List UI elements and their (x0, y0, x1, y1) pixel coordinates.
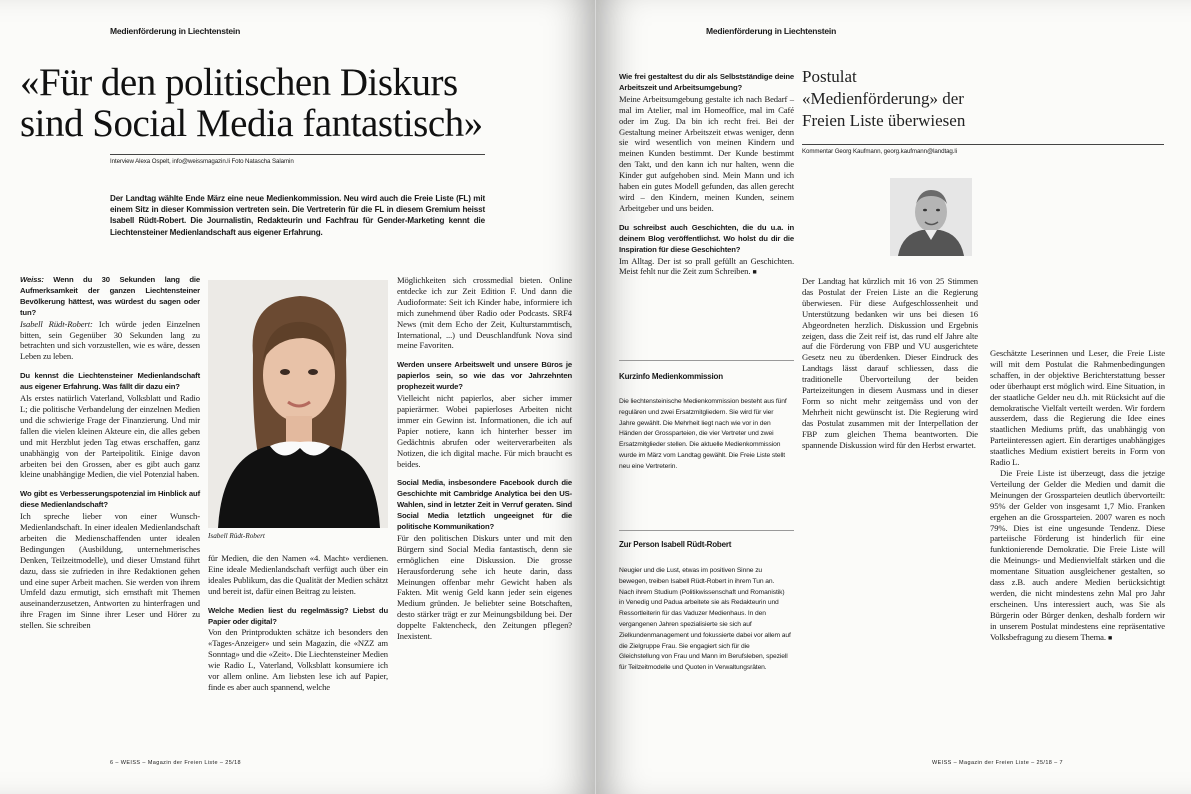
question: Social Media, insbesondere Facebook durch die Geschichte mit Cambridge Analytica bei den US-Wahlen, sind in letzter Zeit in Verruf geraten. Sind Social Media letztlich ungeeignet für die politische Kommunikation? (397, 478, 572, 532)
answer: Von den Printprodukten schätze ich besonders den «Tages-Anzeiger» und sein Magazin, die «NZZ am Sonntag» und die «Zeit». Die Liechtensteiner Medien wie Radio L, Vaterland, Volksblatt konsumiere ich vor allem online. Am liebsten lese ich auf Papier, finde es aber auch spannend, welche (208, 627, 388, 692)
question: Du schreibst auch Geschichten, die du u.a. in deinem Blog veröffentlichst. Wo holst du dir die Inspiration für diese Geschichten? (619, 222, 794, 254)
info-box-text: Die liechtensteinische Medienkommission besteht aus fünf regulären und zwei Ersatzmitgliedern. Sie wird für vier Jahre gewählt. Die Mehrheit liegt nach wie vor in den Händen der Grossparteien, die vier Vertreter und zwei Ersatzmitglieder stellen. Die aktuelle Medienkommission wurde im März vom Landtag gewählt. Die Freie Liste stellt neu eine Vertreterin. (619, 398, 787, 470)
portrait-man-image (890, 178, 972, 256)
person-box-rule (619, 530, 794, 531)
info-box-title: Kurzinfo Medienkommission (619, 372, 723, 381)
commentary-paragraph: Geschätzte Leserinnen und Leser, die Freie Liste will mit dem Postulat die Rahmenbedingungen schaffen, in der objektive Berichterstattung besser oder überhaupt erst möglich wird. Eine Situation, in der staatliche Gelder neu d.h. mit Rücksicht auf die demokratische Vielfalt verteilt werden. Wir fordern ausserdem, dass die Regierung die Idee eines staatlichen Mediums prüft, das unabhängig von Parteiinteressen agiert. Ein derartiges unabhängiges staatliches Medium existiert bereits in Form von Radio L. (990, 348, 1165, 468)
person-box-text: Neugier und die Lust, etwas im positiven Sinne zu bewegen, treiben Isabell Rüdt-Robert in ihrem Tun an. Nach ihrem Studium (Politikwissenschaft und Romanistik) in Venedig und Padua arbeitete sie als Redakteurin und Ressortleiterin für das Vaduzer Medienhaus. In den vergangenen Jahren spezialisierte sie sich auf Zielkundenmanagement und fokussierte dabei vor allem auf die Zielgruppe Frau. Sie engagiert sich für die Gleichstellung von Frau und Mann im Berufsleben, speziell für Teilzeitmodelle und Quoten in Verwaltungsräten. (619, 567, 791, 672)
answer-text: Ich würde jeden Einzelnen bitten, sein Gegenüber 30 Sekunden lang zu betrachten und sich vorzustellen, wie es wäre, dessen Leben zu leben. (20, 318, 200, 362)
answer: Vielleicht nicht papierlos, aber sicher immer papierärmer. Wobei papierloses Arbeiten nicht immer ein Gewinn ist. Informationen, die ich auf Papier notiere, kann ich hinterher besser im Gedächtnis abrufen oder weiterverarbeiten als Notizen, die ich digital mache. Für mich braucht es beides. (397, 393, 572, 469)
commentary-title: Postulat «Medienförderung» der Freien Liste überwiesen (802, 67, 966, 130)
section-label: Medienförderung in Liechtenstein (110, 26, 241, 36)
end-mark: ■ (1107, 633, 1113, 642)
commentary-paragraph (990, 468, 1165, 644)
photo-caption: Isabell Rüdt-Robert (208, 532, 265, 540)
info-box-rule (619, 360, 794, 361)
question-text: Wenn du 30 Sekunden lang die Aufmerksamkeit der ganzen Liechtensteiner Bevölkerung hättest, was würdest du sagen oder tun? (20, 275, 200, 317)
page-folio: WEISS – Magazin der Freien Liste – 25/18 – 7 (932, 760, 1064, 766)
commentary-column-2 (990, 348, 1165, 643)
question: Wo gibt es Verbesserungspotenzial im Hinblick auf diese Medienlandschaft? (20, 489, 200, 510)
interview-column-3 (397, 275, 572, 642)
answer (619, 256, 794, 279)
headline-line-1: «Für den politischen Diskurs (20, 61, 458, 104)
headline (20, 62, 580, 144)
answer: Möglichkeiten sich crossmedial bieten. Online entdecke ich zur Zeit Edition F. Und dann die Audioformate: Seit ich Kinder habe, informiere ich mich zunehmend über Radio oder Podcasts. SRF4 News (mit dem Echo der Zeit, Kulturstammtisch, International, ...) und Deuschlandfunk Nova sind meine Favoriten. (397, 275, 572, 351)
answer: Ich spreche lieber von einer Wunsch-Medienlandschaft. In einer idealen Medienlandschaft arbeiten die Medienschaffenden unter idealen Bedingungen (Ausbildung, unternehmerisches Denken, Teilzeitmodelle), und dieser Umstand führt dazu, dass sie zufrieden in ihre Redaktionen gehen und eine super Arbeit machen. Sie werden von ihrem Umfeld dazu ermutigt, sich ernsthaft mit Themen auseinanderzusetzen, Antworten zu hinterfragen und ihre Fragen im Sinne ihrer Leser und Hörer zu stellen. Sie schreiben (20, 511, 200, 631)
question (20, 275, 200, 319)
interview-column-1 (20, 275, 200, 631)
question: Welche Medien liest du regelmässig? Liebst du Papier oder digital? (208, 605, 388, 626)
byline: Interview Alexa Ospelt, info@weissmagazin.li Foto Natascha Salamin (110, 158, 294, 165)
interview-column-2-lower (208, 553, 388, 693)
portrait-woman-image (208, 280, 388, 528)
question: Werden unsere Arbeitswelt und unsere Büros je papierlos sein, so wie das vor Jahrzehnten prophezeit wurde? (397, 360, 572, 392)
interview-column-4 (619, 72, 794, 278)
answer: Meine Arbeitsumgebung gestalte ich nach Bedarf – mal im Atelier, mal im Homeoffice, mal im Café oder im Zug. Da bin ich recht frei. Bei der Gestaltung meiner Arbeitszeit etwas weniger, denn sie wird wesentlich von meinen Kindern und meinen Kunden bestimmt. Der Kunde bestimmt den Takt, und den kann ich nur halten, wenn die Kinder gut aufgehoben sind. Mein Mann und ich haben ein gutes Modell gefunden, das allen gerecht wird – den Kindern, meinen Kunden, seinem Arbeitgeber und uns beiden. (619, 93, 794, 213)
end-mark: ■ (752, 268, 757, 277)
page-folio: 6 – WEISS – Magazin der Freien Liste – 25/18 (110, 760, 242, 766)
left-page (0, 0, 595, 794)
person-box-title: Zur Person Isabell Rüdt-Robert (619, 540, 732, 549)
answer (20, 319, 200, 363)
commentary-text: Die Freie Liste ist überzeugt, dass die jetzige Verteilung der Gelder die Medien und damit die Meinungen der Grossparteien deutlich übervorteilt: 95% der Gelder von insgesamt 1,7 Mio. Franken ergehen an die Grossparteien. 2007 waren es noch 79%. Dies ist eine ungesunde Tendenz. Diese parteiische Förderung ist hinderlich für eine funktionierende Demokratie. Die Freie Liste will die Meinungs- und Medienvielfalt stärken und die momentane Situation ausgleichener gestalten, so dass z.B. auch andere Medien berücksichtigt werden, die nicht mindestens zehn Mal pro Jahr erscheinen. Uns interessiert auch, was Sie als Bürgerin oder Bürger denken, deshalb fordern wir in unserem Postulat mindestens eine repräsentative Volksbefragung zu diesem Thema. (990, 467, 1165, 642)
speaker-label: Weiss: (20, 275, 44, 284)
lead-paragraph: Der Landtag wählte Ende März eine neue Medienkommission. Neu wird auch die Freie Liste (FL) mit einem Sitz in dieser Kommission vertreten sein. Die Vertreterin für die FL in diesem Gremium heisst Isabell Rüdt-Robert. Die Journalistin, Redakteurin und Fachfrau für Gender-Marketing kennt die Liechtensteiner Medienlandschaft aus eigener Erfahrung. (110, 194, 485, 237)
question: Du kennst die Liechtensteiner Medienlandschaft aus eigener Erfahrung. Was fällt dir dazu ein? (20, 371, 200, 392)
speaker-label: Isabell Rüdt-Robert: (20, 318, 93, 329)
right-page (596, 0, 1191, 794)
section-label: Medienförderung in Liechtenstein (706, 26, 837, 36)
commentary-rule (802, 144, 1164, 145)
answer-text: Im Alltag. Der ist so prall gefüllt an Geschichten. Meist fehlt nur die Zeit zum Schreiben. (619, 255, 794, 277)
credit-rule (110, 154, 485, 155)
question: Wie frei gestaltest du dir als Selbstständige deine Arbeitszeit und Arbeitsumgebung? (619, 72, 794, 92)
author-photo (890, 178, 972, 256)
answer: Als erstes natürlich Vaterland, Volksblatt und Radio L; die politische Verbandelung der einzelnen Medien und die schwierige Frage der Finanzierung. Und mir fallen die vielen kleinen Akteure ein, die alles geben und mit Herzblut jeden Tag etwas erschaffen, ganz unabhängig von der Parteipolitik. Einige davon arbeiten bei den Grossen, aber es gibt auch ganz kleine unabhängige Medien, die viel Potenzial haben. (20, 393, 200, 480)
answer: Für den politischen Diskurs unter und mit den Bürgern sind Social Media fantastisch, denn sie ermöglichen eine Diskussion. Die grosse Herausforderung sehe ich heute darin, dass Meinungen offenbar mehr Gewicht haben als Fakten. Mit wenig Geld kann jeder sein eigenes Medium gründen. Je beliebter seine Botschaften, desto stärker trägt er zur Meinungsbildung bei. Der doppelte Faktencheck, den Zeitungen pflegen? Inexistent. (397, 532, 572, 642)
headline-line-2: sind Social Media fantastisch» (20, 102, 483, 145)
commentary-byline: Kommentar Georg Kaufmann, georg.kaufmann@landtag.li (802, 148, 957, 155)
answer: für Medien, die den Namen «4. Macht» verdienen. Eine ideale Medienlandschaft verfügt auch über ein ideales Publikum, das die Qualität der Medien schätzt und bereit ist, dafür einen Beitrag zu leisten. (208, 553, 388, 596)
portrait-photo (208, 280, 388, 528)
commentary-column-1: Der Landtag hat kürzlich mit 16 von 25 Stimmen das Postulat der Freien Liste an die Regierung überwiesen. Für diese Aufgeschlossenheit und Unterstützung bedanken wir uns bei diesen 16 Abgeordneten herzlich. Diskussion und Ergebnis zeigen, dass die Zeit reif ist, das rund elf Jahre alte auf die Förderung von FBP und VU ausgerichtete Gesetz neu zu überdenken. Dieser Eindruck des Landtags lässt darauf schliessen, dass die traditionelle Übervorteilung der beiden Parteizeitungen in diesem Ausmass und in dieser Form so nicht mehr zeitgemäss und von der Mehrheit nicht gewünscht ist. Die Regierung wird das Postulat zusammen mit der Interpellation der FBP zum gleichen Thema beantworten. Die spannende Diskussion wird für den Herbst erwartet. (802, 276, 978, 450)
